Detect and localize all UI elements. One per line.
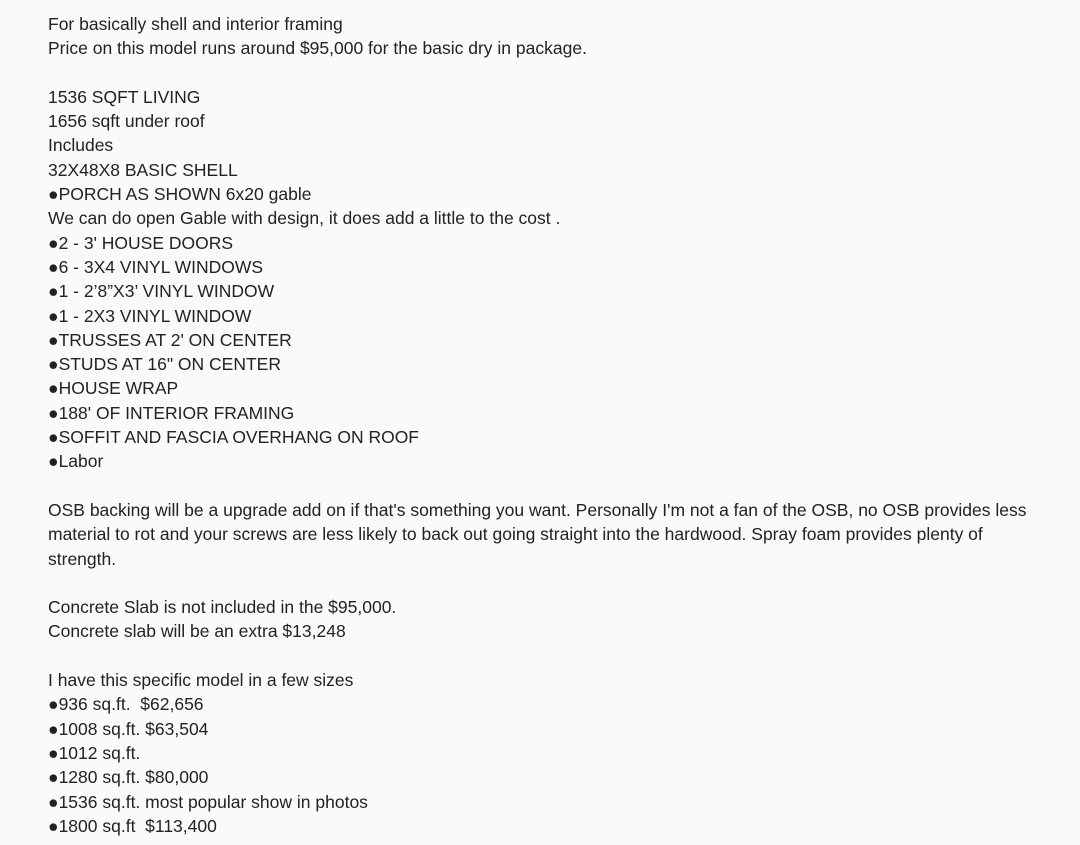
listing-description — [48, 12, 1048, 838]
intro-line: For basically shell and interior framing — [48, 14, 343, 34]
list-item: ●TRUSSES AT 2' ON CENTER — [48, 329, 292, 350]
list-item: ●1800 sq.ft $113,400 — [48, 815, 217, 836]
shell-spec: 32X48X8 BASIC SHELL — [48, 159, 238, 180]
osb-note: OSB backing will be a upgrade add on if that's something you want. Personally I'm not a fan of the OSB, no OSB provides less material to rot and your screws are less likely to back out going straight into the hardwood. Spray foam provides plenty of strength. — [48, 499, 1027, 569]
includes-label: Includes — [48, 135, 114, 156]
porch-spec: ●PORCH AS SHOWN 6x20 gable — [48, 184, 312, 205]
list-item: ●1536 sq.ft. most popular show in photos — [48, 791, 368, 812]
price-line: Price on this model runs around $95,000 for the basic dry in package. — [48, 38, 587, 59]
spacer — [48, 61, 1048, 85]
list-item: ●2 - 3' HOUSE DOORS — [48, 232, 234, 253]
slab-note: Concrete Slab is not included in the $95,000. — [48, 597, 397, 618]
gable-note: We can do open Gable with design, it does add a little to the cost . — [48, 208, 561, 229]
list-item: ●HOUSE WRAP — [48, 378, 179, 399]
list-item: ●936 sq.ft. $62,656 — [48, 694, 204, 715]
spacer — [48, 571, 1048, 595]
list-item: ●1008 sq.ft. $63,504 — [48, 718, 209, 739]
list-item: ●STUDS AT 16" ON CENTER — [48, 354, 281, 375]
spacer — [48, 644, 1048, 668]
list-item: ●188' OF INTERIOR FRAMING — [48, 402, 295, 423]
sizes-heading: I have this specific model in a few sizes — [48, 670, 354, 691]
living-sqft: 1536 SQFT LIVING — [48, 86, 201, 107]
list-item: ●Labor — [48, 451, 104, 472]
list-item: ●6 - 3X4 VINYL WINDOWS — [48, 256, 264, 277]
list-item: ●SOFFIT AND FASCIA OVERHANG ON ROOF — [48, 427, 419, 448]
list-item: ●1 - 2’8”X3’ VINYL WINDOW — [48, 281, 275, 302]
list-item: ●1280 sq.ft. $80,000 — [48, 767, 209, 788]
list-item: ●1012 sq.ft. — [48, 742, 141, 763]
spacer — [48, 474, 1048, 498]
slab-price: Concrete slab will be an extra $13,248 — [48, 621, 346, 642]
under-roof-sqft: 1656 sqft under roof — [48, 111, 205, 132]
list-item: ●1 - 2X3 VINYL WINDOW — [48, 305, 252, 326]
